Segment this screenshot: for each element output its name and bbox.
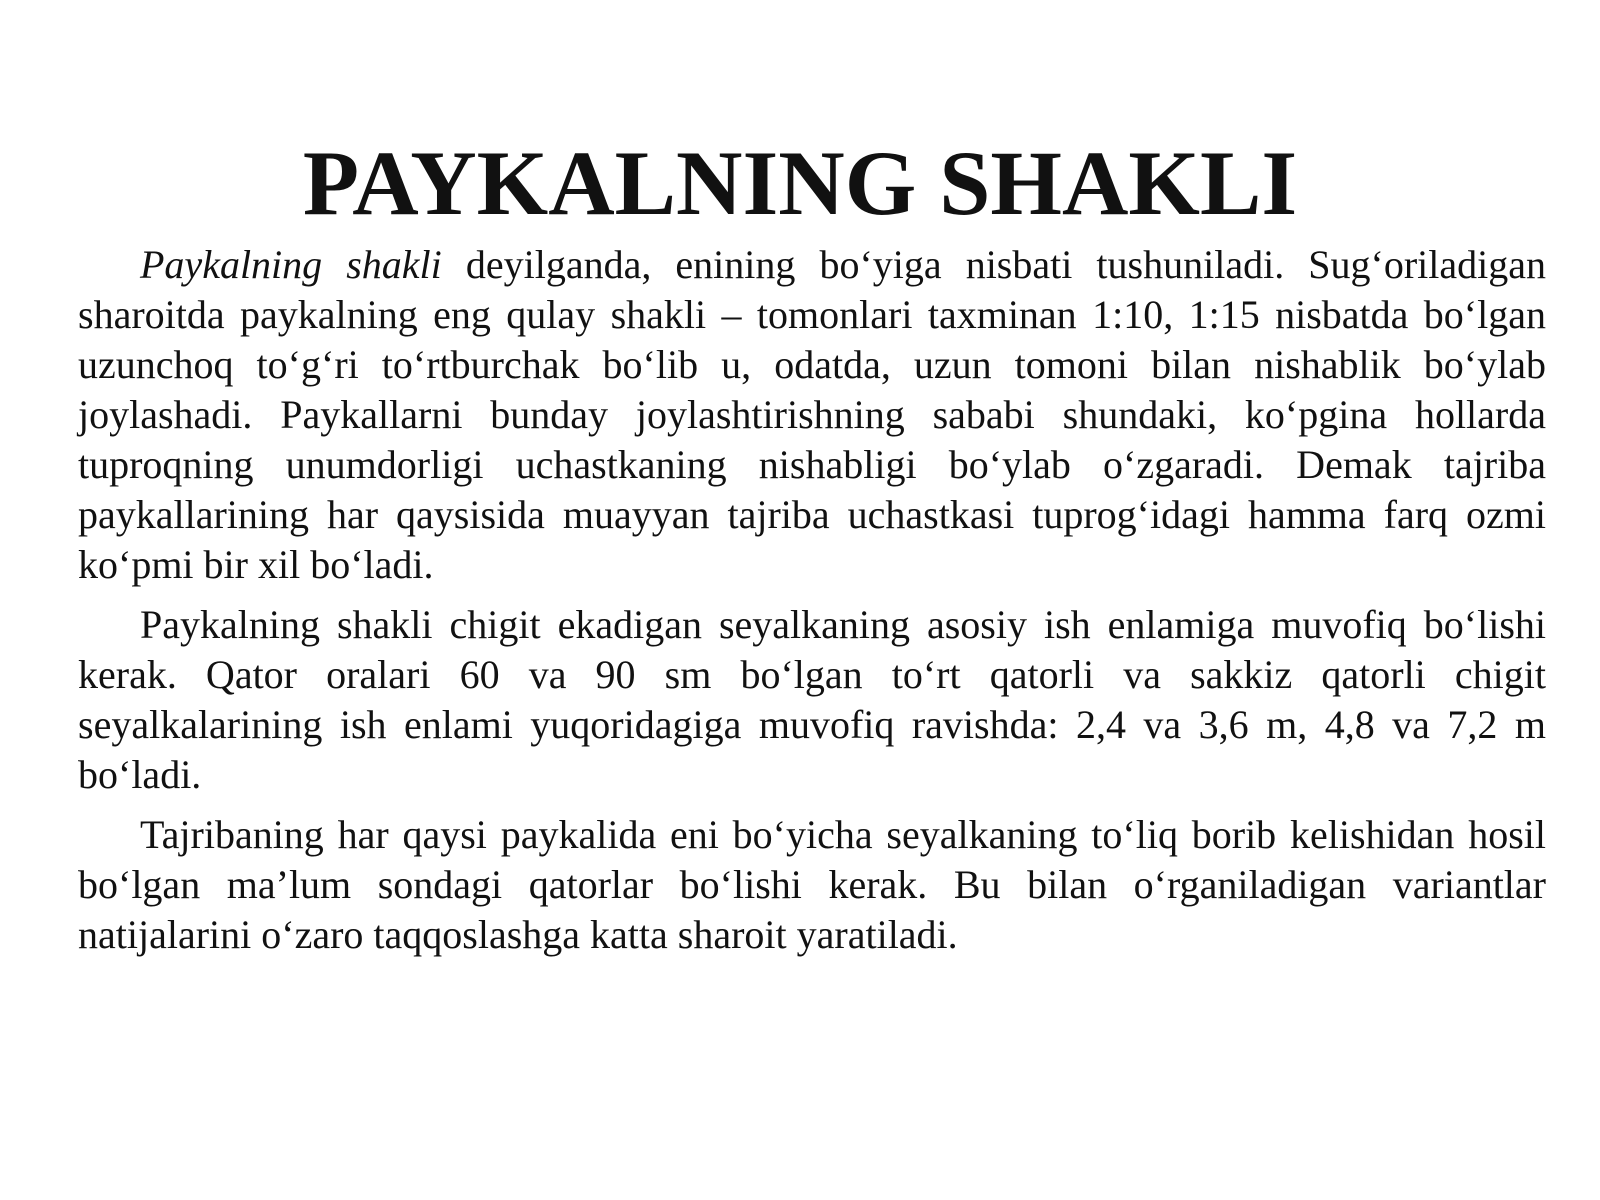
italic-term: Paykalning shakli: [140, 242, 442, 287]
slide-title: PAYKALNING SHAKLI: [302, 132, 1298, 234]
paragraph-2: Paykalning shakli chigit ekadigan seyalkaning asosiy ish enlamiga muvofiq bo‘lishi kerak. Qator oralari 60 va 90 sm bo‘lgan to‘rt qatorli va sakkiz qatorli chigit seyalkalarining ish enlami yuqoridagiga muvofiq ravishda: 2,4 va 3,6 m, 4,8 va 7,2 m bo‘ladi.: [78, 602, 1546, 797]
paragraph-3: Tajribaning har qaysi paykalida eni bo‘yicha seyalkaning to‘liq borib kelishidan hosil bo‘lgan ma’lum sondagi qatorlar bo‘lishi kerak. Bu bilan o‘rganiladigan variantlar natijalarini o‘zaro taqqoslashga katta sharoit yaratiladi.: [78, 812, 1546, 957]
paragraph-1-text: deyilganda, enining bo‘yiga nisbati tushuniladi. Sug‘oriladigan sharoitda paykalning eng qulay shakli – tomonlari taxminan 1:10, 1:15 nisbatda bo‘lgan uzunchoq to‘g‘ri to‘rtburchak bo‘lib u, odatda, uzun tomoni bilan nishablik bo‘ylab joylashadi. Paykallarni bunday joylashtirishning sababi shundaki, ko‘pgina hollarda tuproqning unumdorligi uchastkaning nishabligi bo‘ylab o‘zgaradi. Demak tajriba paykallarining har qaysisida muayyan tajriba uchastkasi tuprog‘idagi hamma farq ozmi ko‘pmi bir xil bo‘ladi.: [78, 242, 1546, 587]
slide-body: [78, 240, 1546, 970]
paragraph-1: [78, 240, 1546, 590]
